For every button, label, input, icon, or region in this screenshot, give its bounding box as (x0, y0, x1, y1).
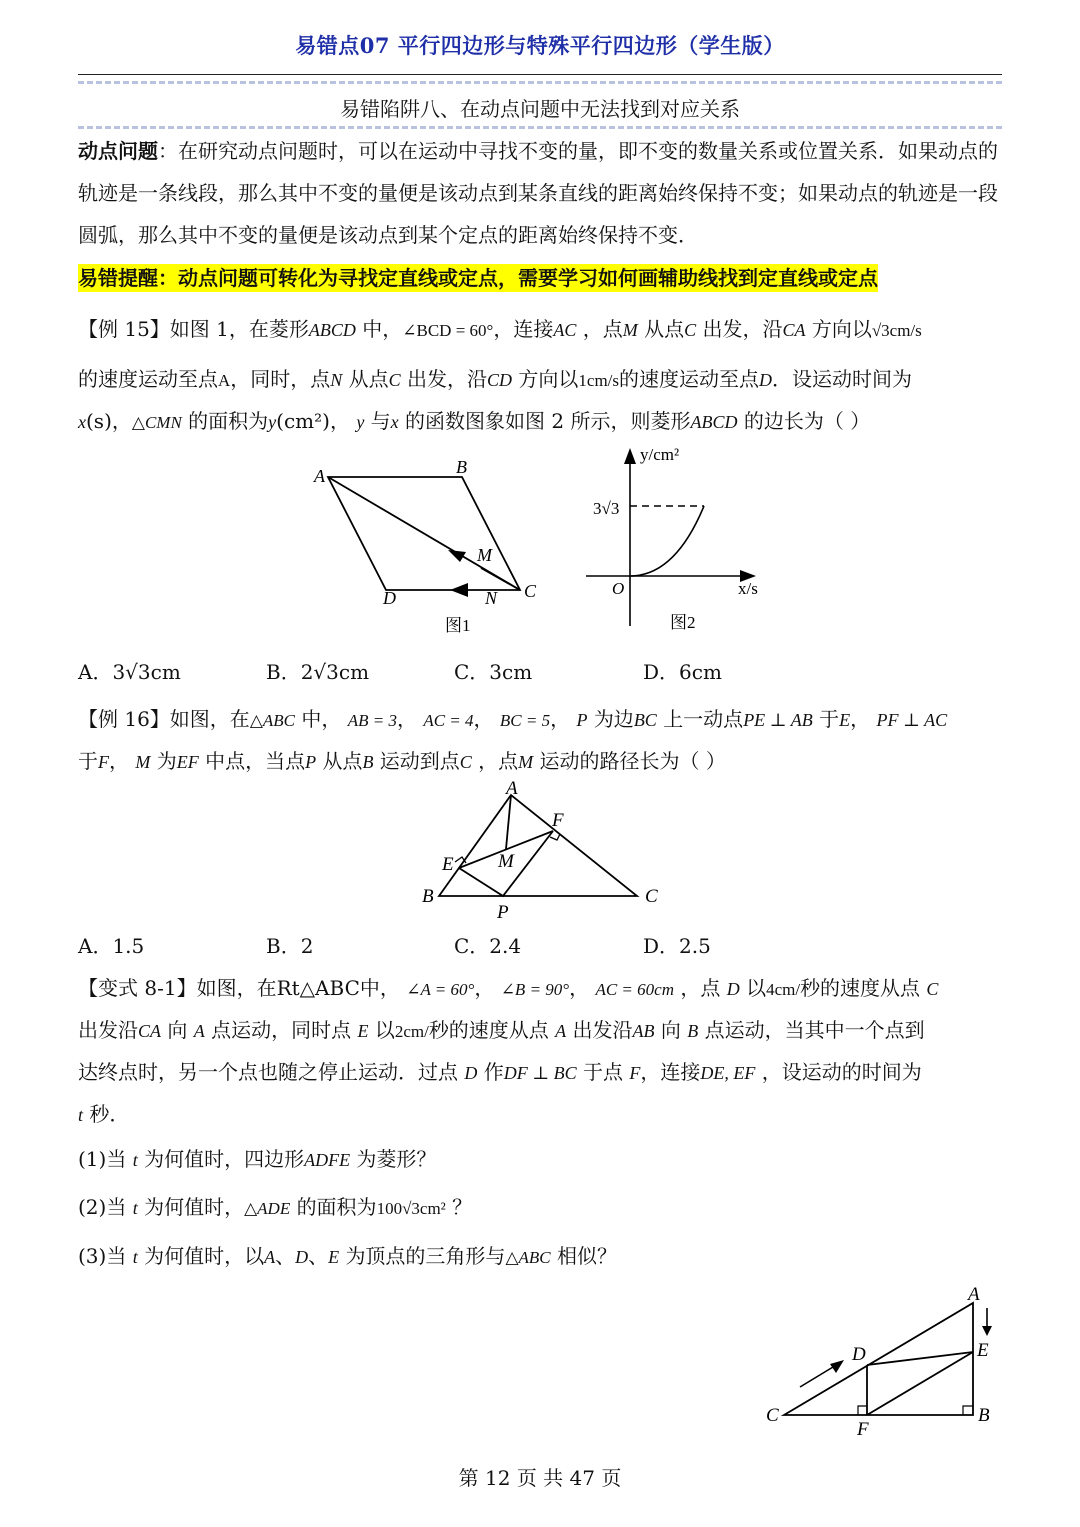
intro-paragraph (78, 130, 1002, 256)
label-m: M (477, 545, 492, 565)
ex16-option-c[interactable]: C．2.4 (454, 934, 522, 958)
label-p: P (497, 902, 509, 923)
segment-de (867, 1352, 973, 1365)
label-e: E (442, 854, 454, 875)
label-a: A (506, 778, 518, 799)
var81-line-4: t 秒． (78, 1102, 130, 1126)
ex15-figure-1 (300, 450, 560, 645)
label-m: M (498, 851, 514, 872)
page-header-title: 易错点07 平行四边形与特殊平行四边形（学生版） (295, 33, 785, 58)
y-axis-arrow-icon (624, 448, 636, 464)
right-angle-f (858, 1406, 867, 1415)
var81-question-1: (1)当 t 为何值时，四边形ADFE 为菱形？ (78, 1147, 437, 1171)
var81-question-2: (2)当 t 为何值时，△ADE 的面积为100√3cm² ？ (78, 1195, 473, 1219)
label-b: B (978, 1405, 990, 1426)
fig2-caption: 图2 (670, 613, 696, 632)
label-c: C (766, 1405, 779, 1426)
segment-ef (867, 1352, 973, 1415)
triangle-abc (439, 795, 637, 896)
y-axis-label: y/cm² (640, 445, 680, 464)
header-rule (78, 74, 1002, 75)
ex15-option-a[interactable]: A．3√3cm (78, 660, 181, 684)
label-e: E (977, 1340, 989, 1361)
intro-lead: 动点问题 (78, 139, 158, 163)
reminder (78, 262, 878, 291)
arrow-head-d-icon (830, 1360, 844, 1373)
label-a: A (968, 1284, 980, 1305)
label-f: F (552, 810, 564, 831)
x-axis-label: x/s (738, 579, 758, 598)
var81-line-3: 达终点时，另一个点也随之停止运动．过点 D 作DF ⊥ BC 于点 F，连接DE, EF ，设运动的时间为 (78, 1060, 922, 1084)
label-b: B (422, 886, 434, 907)
arrow-head-e-icon (982, 1326, 992, 1336)
section-divider-top (78, 81, 1002, 84)
var81-line-2: 出发沿CA 向 A 点运动，同时点 E 以2cm/秒的速度从点 A 出发沿AB 向 B 点运动，当其中一个点到 (78, 1018, 925, 1042)
origin-label: O (612, 579, 625, 598)
label-a: A (314, 466, 325, 486)
label-c: C (524, 581, 537, 601)
right-triangle-abc (784, 1303, 973, 1415)
label-b: B (456, 457, 467, 477)
label-n: N (485, 588, 498, 608)
label-c: C (645, 886, 658, 907)
var81-line-1: 【变式 8-1】如图，在Rt△ABC中， ∠A = 60°， ∠B = 90°， AC = 60cm ，点 D 以4cm/秒的速度从点 C (78, 976, 939, 1000)
ex15-line-1: 【例 15】如图 1，在菱形ABCD 中，∠BCD = 60°，连接AC ，点M 从点C 出发，沿CA 方向以√3cm/s (78, 317, 922, 341)
section-title: 易错陷阱八、在动点问题中无法找到对应关系 (340, 97, 740, 121)
label-d: D (852, 1344, 866, 1365)
page-footer: 第 12 页 共 47 页 (458, 1466, 622, 1490)
arrow-on-ca (448, 550, 466, 562)
ex15-option-b[interactable]: B．2√3cm (266, 660, 370, 684)
ex16-figure (410, 778, 680, 923)
ex16-line-1: 【例 16】如图，在△ABC 中， AB = 3， AC = 4， BC = 5， P 为边BC 上一动点PE ⊥ AB 于E， PF ⊥ AC (78, 707, 948, 731)
ex15-option-d[interactable]: D．6cm (643, 660, 722, 684)
ex16-option-b[interactable]: B．2 (266, 934, 314, 958)
var81-figure (760, 1280, 1010, 1440)
arrow-on-cd (450, 583, 468, 597)
function-curve (630, 506, 704, 576)
label-d: D (383, 588, 396, 608)
intro-text: ：在研究动点问题时，可以在运动中寻找不变的量，即不变的数量关系或位置关系．如果动点的轨迹是一条线段，那么其中不变的量便是该动点到某条直线的距离始终保持不变；如果动点的轨迹是一段圆弧，那么其中不变的量便是该动点到某个定点的距离始终保持不变． (78, 139, 998, 247)
segment-am (506, 795, 511, 849)
right-angle-e (455, 857, 466, 863)
ex15-option-c[interactable]: C．3cm (454, 660, 533, 684)
ex16-option-a[interactable]: A．1.5 (78, 934, 145, 958)
ex15-figure-2 (580, 440, 780, 640)
right-angle-f (550, 834, 560, 840)
ex15-line-3: x(s)，△CMN 的面积为y(cm²)， y 与x 的函数图象如图 2 所示，则菱形ABCD 的边长为（ ） (78, 409, 871, 433)
label-f: F (857, 1419, 869, 1440)
ex16-option-d[interactable]: D．2.5 (643, 934, 711, 958)
var81-question-3: (3)当 t 为何值时，以A、D、E 为顶点的三角形与△ABC 相似？ (78, 1244, 617, 1268)
section-divider-bottom (78, 126, 1002, 129)
reminder-text: 易错提醒：动点问题可转化为寻找定直线或定点，需要学习如何画辅助线找到定直线或定点 (78, 266, 878, 290)
ex16-line-2: 于F， M 为EF 中点，当点P 从点B 运动到点C ，点M 运动的路径长为（ ） (78, 749, 726, 773)
y-max-label: 3√3 (593, 499, 620, 518)
right-angle-b (963, 1406, 973, 1415)
ex15-line-2: 的速度运动至点A，同时，点N 从点C 出发，沿CD 方向以1cm/s的速度运动至点D．设运动时间为 (78, 367, 913, 391)
fig1-caption: 图1 (445, 616, 471, 635)
